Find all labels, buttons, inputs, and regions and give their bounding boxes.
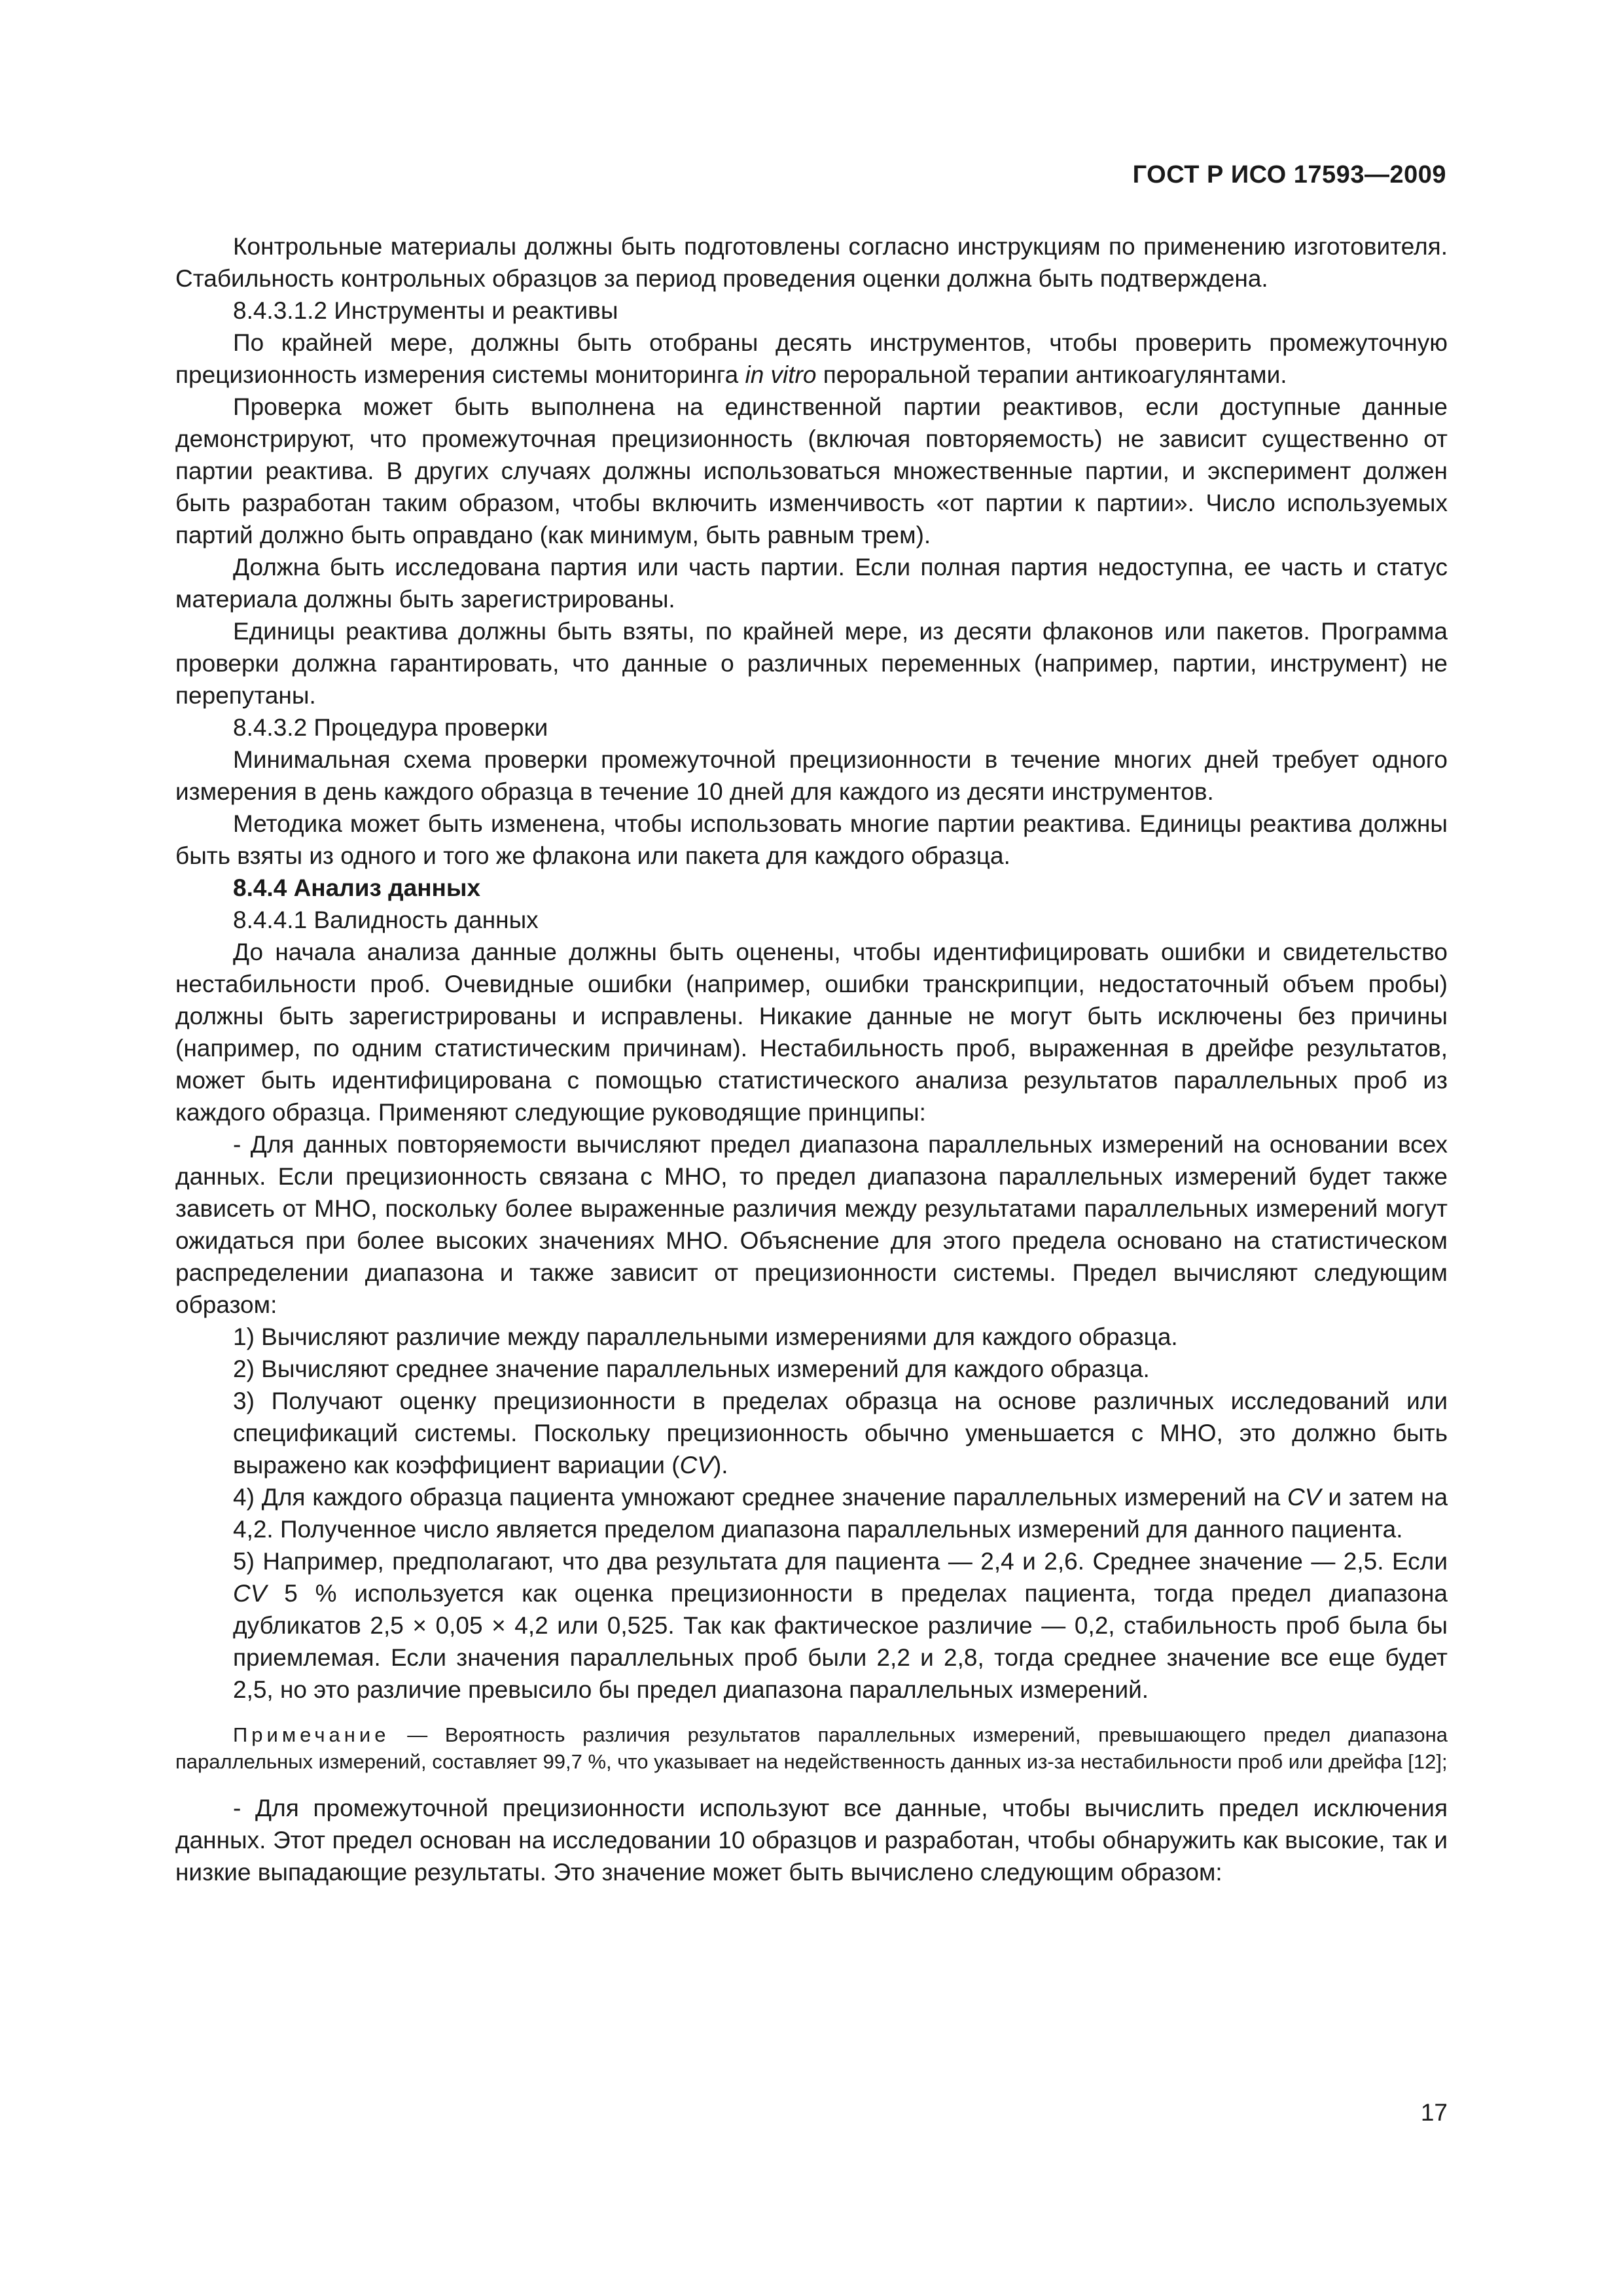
paragraph-reagent-units: Единицы реактива должны быть взяты, по крайней мере, из десяти флаконов или пакетов. Программа проверки должна гарантировать, что данные о различных переменных (например, партии, инструмент) не перепутаны. bbox=[175, 618, 1448, 709]
paragraph-method-change: Методика может быть изменена, чтобы использовать многие партии реактива. Единицы реактива должны быть взяты из одного и того же флакона или пакета для каждого образца. bbox=[175, 810, 1448, 869]
list-item bbox=[233, 1385, 1448, 1481]
paragraph-lot-status: Должна быть исследована партия или часть партии. Если полная партия недоступна, ее часть и статус материала должны быть зарегистрированы. bbox=[175, 554, 1448, 613]
cv-term: CV bbox=[679, 1452, 713, 1479]
list-item-text: 5) Например, предполагают, что два результата для пациента — 2,4 и 2,6. Среднее значение — 2,5. Если bbox=[233, 1548, 1448, 1575]
list-item: 2) Вычисляют среднее значение параллельных измерений для каждого образца. bbox=[233, 1355, 1150, 1382]
cv-term: CV bbox=[1287, 1484, 1321, 1511]
note-label: Примечание bbox=[233, 1723, 390, 1746]
paragraph-intermediate-precision: - Для промежуточной прецизионности используют все данные, чтобы вычислить предел исключения данных. Этот предел основан на исследовании 10 образцов и разработан, чтобы обнаружить как высокие, так и низкие выпадающие результаты. Это значение может быть вычислено следующим образом: bbox=[175, 1795, 1448, 1886]
section-heading-8-4-4: 8.4.4 Анализ данных bbox=[233, 874, 481, 901]
paragraph-data-validity: До начала анализа данные должны быть оценены, чтобы идентифицировать ошибки и свидетельство нестабильности проб. Очевидные ошибки (например, ошибки транскрипции, недостаточный объем пробы) должны быть зарегистрированы и исправлены. Никакие данные не могут быть исключены без причины (например, по одним статистическим причинам). Нестабильность проб, выраженная в дрейфе результатов, может быть идентифицирована с помощью статистического анализа результатов параллельных проб из каждого образца. Применяют следующие руководящие принципы: bbox=[175, 939, 1448, 1126]
list-item bbox=[233, 1545, 1448, 1706]
section-heading-8-4-3-1-2: 8.4.3.1.2 Инструменты и реактивы bbox=[233, 297, 618, 324]
standard-header: ГОСТ Р ИСО 17593—2009 bbox=[1132, 161, 1446, 188]
list-item: 1) Вычисляют различие между параллельными измерениями для каждого образца. bbox=[233, 1323, 1178, 1350]
section-heading-8-4-3-2: 8.4.3.2 Процедура проверки bbox=[233, 714, 548, 741]
note bbox=[175, 1721, 1448, 1775]
list-item bbox=[233, 1481, 1448, 1545]
paragraph-instruments-text: По крайней мере, должны быть отобраны десять инструментов, чтобы проверить промежуточную прецизионность измерения системы мониторинга bbox=[175, 329, 1448, 388]
in-vitro-term: in vitro bbox=[745, 361, 817, 388]
paragraph-control-materials: Контрольные материалы должны быть подготовлены согласно инструкциям по применению изготовителя. Стабильность контрольных образцов за период проведения оценки должна быть подтверждена. bbox=[175, 233, 1448, 292]
cv-term: CV bbox=[233, 1580, 267, 1607]
document-body bbox=[175, 230, 1448, 1888]
list-item-text: 3) Получают оценку прецизионности в пределах образца на основе различных исследований или спецификаций системы. Поскольку прецизионность обычно уменьшается с МНО, это должно быть выражено как коэффициент вариации ( bbox=[233, 1388, 1448, 1479]
section-heading-8-4-4-1: 8.4.4.1 Валидность данных bbox=[233, 906, 539, 933]
numbered-list bbox=[175, 1321, 1448, 1706]
paragraph-min-scheme: Минимальная схема проверки промежуточной прецизионности в течение многих дней требует одного измерения в день каждого образца в течение 10 дней для каждого из десяти инструментов. bbox=[175, 746, 1448, 805]
paragraph-instruments-tail: пероральной терапии антикоагулянтами. bbox=[823, 361, 1287, 388]
paragraph-repeatability: - Для данных повторяемости вычисляют предел диапазона параллельных измерений на основании всех данных. Если прецизионность связана с МНО, то предел диапазона параллельных измерений будет также зависеть от МНО, поскольку более выраженные различия между результатами параллельных измерений могут ожидаться при более высоких значениях МНО. Объяснение для этого предела основано на статистическом распределении диапазона и также зависит от прецизионности системы. Предел вычисляют следующим образом: bbox=[175, 1131, 1448, 1318]
list-item-tail: 5 % используется как оценка прецизионности в пределах пациента, тогда предел диапазона дубликатов 2,5 × 0,05 × 4,2 или 0,525. Так как фактическое различие — 0,2, стабильность проб была бы приемлемая. Если значения параллельных проб были 2,2 и 2,8, тогда среднее значение все еще будет 2,5, но это различие превысило бы предел диапазона параллельных измерений. bbox=[233, 1580, 1448, 1703]
list-item-text: 4) Для каждого образца пациента умножают среднее значение параллельных измерений на bbox=[233, 1484, 1281, 1511]
note-text: — Вероятность различия результатов параллельных измерений, превышающего предел диапазона параллельных измерений, составляет 99,7 %, что указывает на недейственность данных из-за нестабильности проб или дрейфа [12]; bbox=[175, 1723, 1448, 1773]
list-item-tail: ). bbox=[713, 1452, 728, 1479]
paragraph-instruments bbox=[175, 327, 1448, 391]
page-number: 17 bbox=[1420, 2099, 1448, 2126]
paragraph-reagent-lots: Проверка может быть выполнена на единственной партии реактивов, если доступные данные демонстрируют, что промежуточная прецизионность (включая повторяемость) не зависит существенно от партии реактива. В других случаях должны использоваться множественные партии, и эксперимент должен быть разработан таким образом, чтобы включить изменчивость «от партии к партии». Число используемых партий должно быть оправдано (как минимум, быть равным трем). bbox=[175, 393, 1448, 548]
list-item-tail: и затем на 4,2. Полученное число является пределом диапазона параллельных измерений для данного пациента. bbox=[233, 1484, 1448, 1543]
